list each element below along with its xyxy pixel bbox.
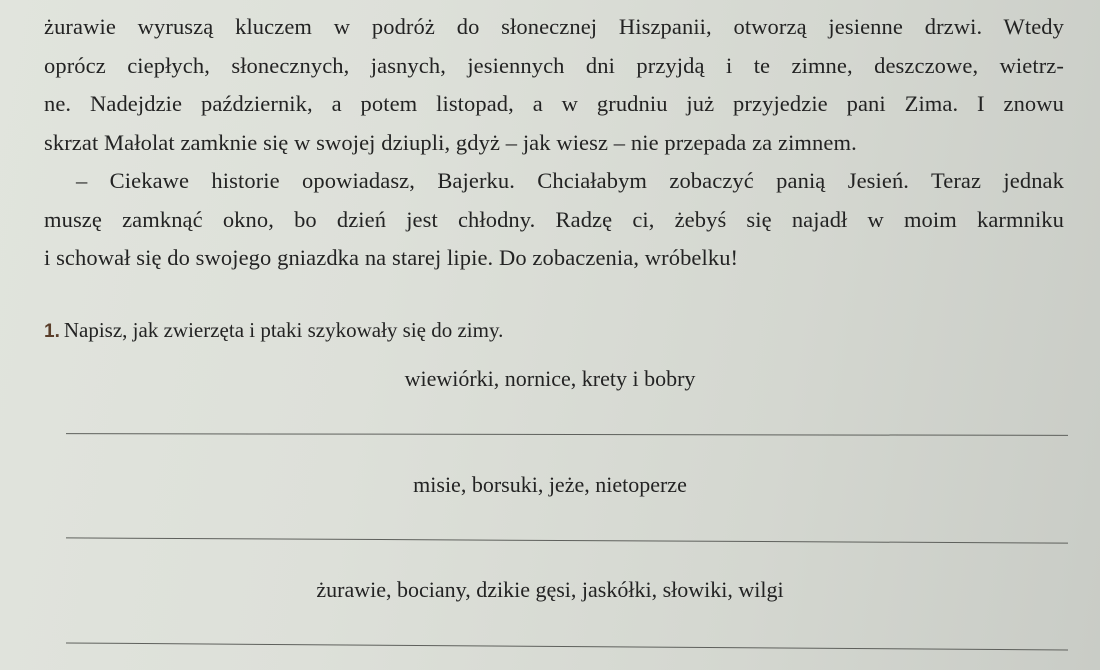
story-line: żurawie wyruszą kluczem w podróż do słonecznej Hiszpanii, otworzą jesienne drzwi. Wtedy <box>44 14 1064 39</box>
story-line: muszę zamknąć okno, bo dzień jest chłodny. Radzę ci, żebyś się najadł w moim karmniku <box>44 206 1064 232</box>
exercise-number: 1. <box>44 321 60 342</box>
exercise-instruction: Napisz, jak zwierzęta i ptaki szykowały się do zimy. <box>63 318 504 342</box>
story-line: skrzat Małolat zamknie się w swojej dziupli, gdyż – jak wiesz – nie przepada za zimnem. <box>44 129 857 155</box>
story-line: ne. Nadejdzie październik, a potem listopad, a w grudniu już przyjedzie pani Zima. I znowu <box>44 91 1064 116</box>
story-line: oprócz ciepłych, słonecznych, jasnych, jesiennych dni przyjdą i te zimne, deszczowe, wietrz- <box>44 52 1064 78</box>
story-line: – Ciekawe historie opowiadasz, Bajerku. Chciałabym zobaczyć panią Jesień. Teraz jednak <box>76 168 1064 193</box>
story-text <box>44 8 1064 278</box>
animal-group-prompt: żurawie, bociany, dzikie gęsi, jaskółki, słowiki, wilgi <box>316 577 784 602</box>
answer-line[interactable] <box>66 643 1068 651</box>
animal-group-prompt: wiewiórki, nornice, krety i bobry <box>404 366 696 391</box>
answer-line[interactable] <box>66 433 1068 436</box>
animal-group-prompt: misie, borsuki, jeże, nietoperze <box>413 472 687 497</box>
answer-line[interactable] <box>66 537 1068 543</box>
exercise-heading <box>44 318 503 343</box>
story-line: i schował się do swojego gniazdka na starej lipie. Do zobaczenia, wróbelku! <box>44 245 739 270</box>
